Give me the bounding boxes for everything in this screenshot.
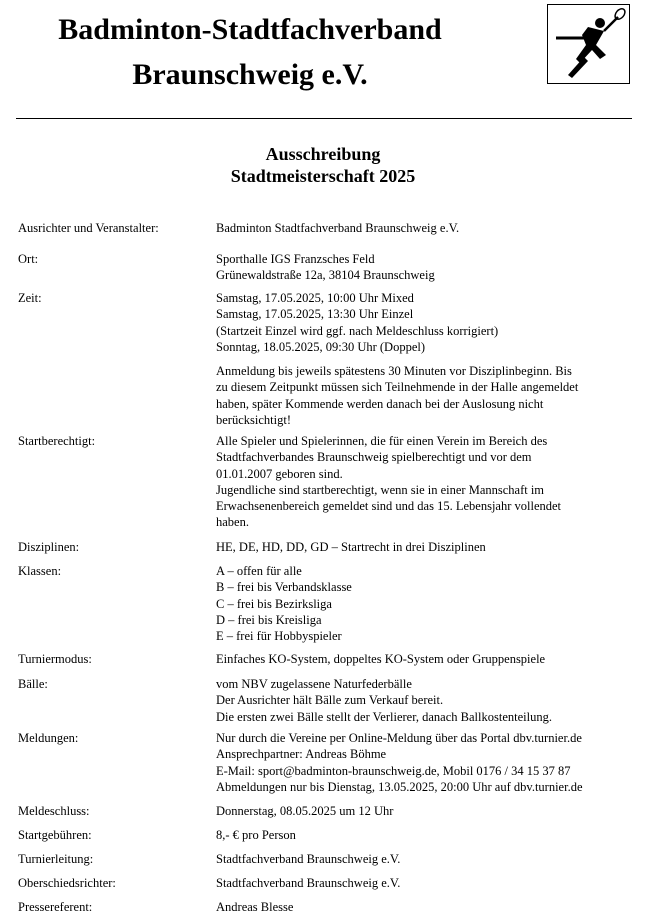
detail-label: Klassen: bbox=[18, 564, 62, 578]
detail-value-line: Anmeldung bis jeweils spätestens 30 Minuten vor Disziplinbeginn. Bis bbox=[216, 364, 572, 378]
detail-value bbox=[216, 539, 636, 555]
detail-value-line: B – frei bis Verbandsklasse bbox=[216, 580, 352, 595]
detail-value bbox=[216, 251, 636, 284]
document-title-line-1: Ausschreibung bbox=[265, 144, 381, 164]
detail-label: Bälle: bbox=[18, 677, 48, 691]
detail-value-line: Abmeldungen nur bis Dienstag, 13.05.2025, 20:00 Uhr auf dbv.turnier.de bbox=[216, 779, 583, 794]
detail-value-line: Ansprechpartner: Andreas Böhme bbox=[216, 747, 387, 762]
detail-value bbox=[216, 290, 636, 355]
detail-value-line: Grünewaldstraße 12a, 38104 Braunschweig bbox=[216, 268, 435, 283]
detail-label: Meldeschluss: bbox=[18, 804, 90, 818]
detail-label: Ausrichter und Veranstalter: bbox=[18, 221, 159, 235]
detail-label: Disziplinen: bbox=[18, 540, 80, 554]
detail-label: Meldungen: bbox=[18, 731, 79, 745]
detail-value bbox=[216, 730, 636, 795]
detail-value-line: berücksichtigt! bbox=[216, 412, 291, 427]
detail-value-line: Badminton Stadtfachverband Braunschweig e.V. bbox=[216, 221, 460, 235]
detail-value-line: Samstag, 17.05.2025, 13:30 Uhr Einzel bbox=[216, 307, 414, 322]
detail-value bbox=[216, 803, 636, 819]
detail-value bbox=[216, 851, 636, 867]
detail-label: Startberechtigt: bbox=[18, 434, 96, 448]
detail-value bbox=[216, 827, 636, 843]
detail-value-line: A – offen für alle bbox=[216, 564, 302, 578]
badminton-player-icon bbox=[547, 4, 630, 84]
detail-value-line: C – frei bis Bezirksliga bbox=[216, 596, 332, 611]
detail-value-line: Einfaches KO-System, doppeltes KO-System oder Gruppenspiele bbox=[216, 652, 546, 666]
detail-value bbox=[216, 363, 636, 428]
detail-value-line: Stadtfachverband Braunschweig e.V. bbox=[216, 876, 401, 890]
detail-value-line: E – frei für Hobbyspieler bbox=[216, 629, 342, 644]
detail-value-line: haben. bbox=[216, 515, 249, 530]
detail-value-line: Stadtfachverbandes Braunschweig spielberechtigt und vor dem bbox=[216, 450, 532, 465]
detail-value-line: Sonntag, 18.05.2025, 09:30 Uhr (Doppel) bbox=[216, 339, 426, 354]
detail-label: Zeit: bbox=[18, 291, 42, 305]
detail-value bbox=[216, 899, 636, 915]
header-divider bbox=[16, 118, 632, 119]
detail-value-line: E-Mail: sport@badminton-braunschweig.de, Mobil 0176 / 34 15 37 87 bbox=[216, 763, 571, 778]
detail-label: Turniermodus: bbox=[18, 652, 92, 666]
detail-value-line: Die ersten zwei Bälle stellt der Verlierer, danach Ballkostenteilung. bbox=[216, 709, 552, 724]
detail-label: Turnierleitung: bbox=[18, 852, 94, 866]
detail-value-line: Stadtfachverband Braunschweig e.V. bbox=[216, 852, 401, 866]
detail-label: Ort: bbox=[18, 252, 39, 266]
detail-value-line: vom NBV zugelassene Naturfederbälle bbox=[216, 677, 412, 691]
detail-value-line: 01.01.2007 geboren sind. bbox=[216, 466, 343, 481]
detail-value-line: (Startzeit Einzel wird ggf. nach Meldeschluss korrigiert) bbox=[216, 323, 499, 338]
detail-value bbox=[216, 651, 636, 667]
detail-value-line: Andreas Blesse bbox=[216, 900, 294, 914]
detail-value-line: Sporthalle IGS Franzsches Feld bbox=[216, 252, 375, 266]
detail-value-line: Samstag, 17.05.2025, 10:00 Uhr Mixed bbox=[216, 291, 414, 305]
detail-label: Pressereferent: bbox=[18, 900, 93, 914]
detail-value-line: Alle Spieler und Spielerinnen, die für einen Verein im Bereich des bbox=[216, 434, 548, 448]
detail-value-line: Nur durch die Vereine per Online-Meldung über das Portal dbv.turnier.de bbox=[216, 731, 582, 745]
detail-value-line: zu diesem Zeitpunkt müssen sich Teilnehmende in der Halle angemeldet bbox=[216, 380, 579, 395]
detail-value-line: D – frei bis Kreisliga bbox=[216, 612, 322, 627]
detail-label: Oberschiedsrichter: bbox=[18, 876, 116, 890]
detail-value-line: HE, DE, HD, DD, GD – Startrecht in drei Disziplinen bbox=[216, 540, 486, 554]
detail-value-line: haben, später Kommende werden danach bei der Auslosung nicht bbox=[216, 396, 544, 411]
document-title-line-2: Stadtmeisterschaft 2025 bbox=[230, 166, 416, 186]
document-title bbox=[0, 143, 646, 187]
detail-value-line: Der Ausrichter hält Bälle zum Verkauf bereit. bbox=[216, 693, 444, 708]
detail-value bbox=[216, 220, 636, 236]
detail-value bbox=[216, 875, 636, 891]
detail-value-line: Donnerstag, 08.05.2025 um 12 Uhr bbox=[216, 804, 394, 818]
detail-value bbox=[216, 433, 636, 531]
detail-value bbox=[216, 563, 636, 644]
organization-title-line-1: Badminton-Stadtfachverband bbox=[58, 13, 442, 46]
detail-value-line: Jugendliche sind startberechtigt, wenn sie in einer Mannschaft im bbox=[216, 482, 545, 497]
detail-value bbox=[216, 676, 636, 725]
detail-value-line: Erwachsenenbereich gemeldet sind und das 15. Lebensjahr vollendet bbox=[216, 499, 562, 514]
organization-title-line-2: Braunschweig e.V. bbox=[132, 58, 368, 91]
detail-label: Startgebühren: bbox=[18, 828, 92, 842]
detail-value-line: 8,- € pro Person bbox=[216, 828, 296, 842]
